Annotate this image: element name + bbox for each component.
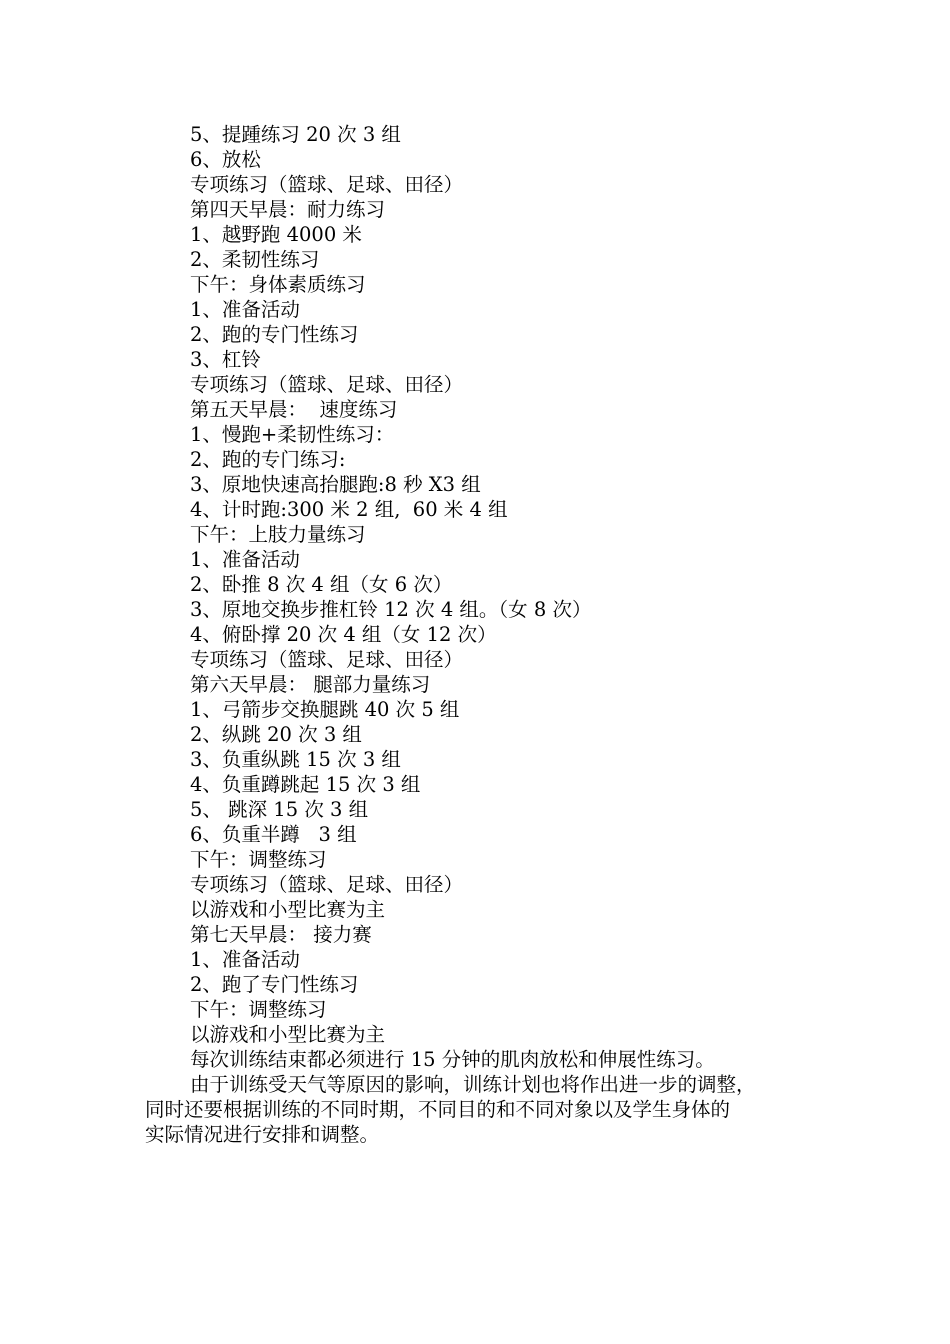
- paragraph-line: 同时还要根据训练的不同时期，不同目的和不同对象以及学生身体的: [145, 1098, 731, 1121]
- plan-line: 以游戏和小型比赛为主: [190, 1023, 386, 1046]
- day-heading: 第五天早晨： 速度练习: [190, 398, 398, 421]
- plan-line: 5、 跳深 15 次 3 组: [190, 798, 369, 821]
- plan-line: 专项练习（篮球、足球、田径）: [190, 173, 464, 196]
- session-heading: 下午：调整练习: [190, 998, 327, 1021]
- plan-line: 4、计时跑:300 米 2 组, 60 米 4 组: [190, 498, 508, 521]
- plan-line: 6、负重半蹲 3 组: [190, 823, 357, 846]
- day-heading: 第四天早晨：耐力练习: [190, 198, 386, 221]
- plan-line: 3、原地交换步推杠铃 12 次 4 组。（女 8 次）: [190, 598, 592, 621]
- plan-line: 1、慢跑+柔韧性练习：: [190, 423, 395, 446]
- plan-line: 专项练习（篮球、足球、田径）: [190, 373, 464, 396]
- plan-line: 专项练习（篮球、足球、田径）: [190, 873, 464, 896]
- plan-line: 6、放松: [190, 148, 261, 171]
- plan-line: 2、跑的专门性练习: [190, 323, 359, 346]
- paragraph-line: 由于训练受天气等原因的影响，训练计划也将作出进一步的调整，: [190, 1073, 756, 1096]
- plan-line: 每次训练结束都必须进行 15 分钟的肌肉放松和伸展性练习。: [190, 1048, 715, 1071]
- session-heading: 下午：上肢力量练习: [190, 523, 366, 546]
- closing-paragraph: [145, 1072, 825, 1147]
- plan-line: 1、准备活动: [190, 548, 300, 571]
- plan-line: 1、准备活动: [190, 948, 300, 971]
- plan-line: 专项练习（篮球、足球、田径）: [190, 648, 464, 671]
- plan-line: 2、柔韧性练习: [190, 248, 320, 271]
- plan-line: 5、提踵练习 20 次 3 组: [190, 123, 401, 146]
- plan-line: 4、负重蹲跳起 15 次 3 组: [190, 773, 421, 796]
- plan-line: 4、俯卧撑 20 次 4 组（女 12 次）: [190, 623, 497, 646]
- plan-line: 1、越野跑 4000 米: [190, 223, 362, 246]
- plan-line: 2、跑的专门练习:: [190, 448, 346, 471]
- plan-line: 3、杠铃: [190, 348, 261, 371]
- plan-line: 1、准备活动: [190, 298, 300, 321]
- plan-line: 1、弓箭步交换腿跳 40 次 5 组: [190, 698, 460, 721]
- plan-line: 2、纵跳 20 次 3 组: [190, 723, 362, 746]
- training-plan-list: [190, 122, 830, 1072]
- session-heading: 下午：身体素质练习: [190, 273, 366, 296]
- plan-line: 3、负重纵跳 15 次 3 组: [190, 748, 401, 771]
- plan-line: 2、跑了专门性练习: [190, 973, 359, 996]
- plan-line: 3、原地快速高抬腿跑:8 秒 X3 组: [190, 473, 481, 496]
- day-heading: 第六天早晨： 腿部力量练习: [190, 673, 431, 696]
- paragraph-line: 实际情况进行安排和调整。: [145, 1123, 380, 1146]
- plan-line: 2、卧推 8 次 4 组（女 6 次）: [190, 573, 453, 596]
- day-heading: 第七天早晨： 接力赛: [190, 923, 372, 946]
- session-heading: 下午：调整练习: [190, 848, 327, 871]
- plan-line: 以游戏和小型比赛为主: [190, 898, 386, 921]
